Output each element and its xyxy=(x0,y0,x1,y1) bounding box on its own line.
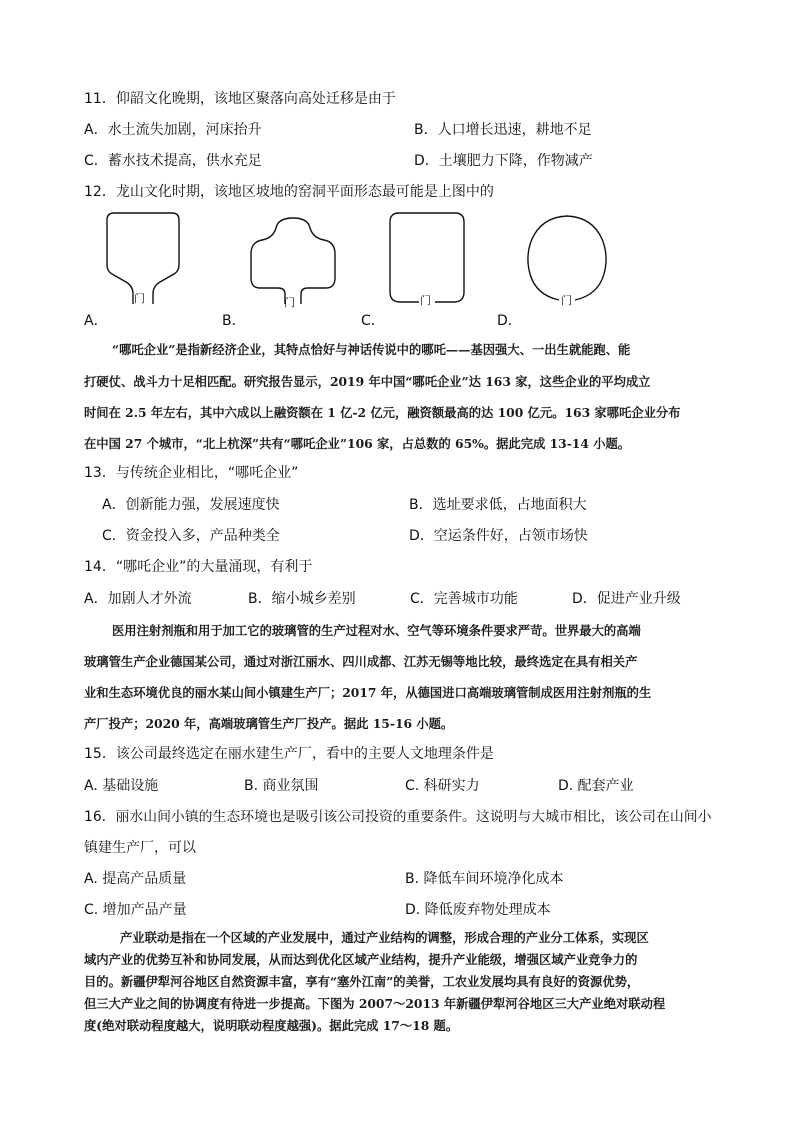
cave-shape-b xyxy=(248,214,338,308)
q15-option-a: A. 基础设施 xyxy=(84,778,159,794)
passage1-line-2: 打硬仗、战斗力十足相匹配。研究报告显示，2019 年中国“哪吒企业”达 163 家，这些企业的平均成立 xyxy=(84,374,651,389)
q15-stem: 15．该公司最终选定在丽水建生产厂，看中的主要人文地理条件是 xyxy=(84,746,494,762)
q14-stem: 14．“哪吒企业”的大量涌现，有利于 xyxy=(84,559,313,575)
passage3-line-3: 目的。新疆伊犁河谷地区自然资源丰富，享有“塞外江南”的美誉，工农业发展均具有良好的资源优势， xyxy=(84,974,640,989)
door-label-a: 门 xyxy=(134,292,145,305)
q15-option-c: C. 科研实力 xyxy=(405,778,480,794)
q13-option-c: C．资金投入多，产品种类全 xyxy=(102,528,280,544)
q14-option-a: A．加剧人才外流 xyxy=(84,591,192,607)
passage3-line-1: 产业联动是指在一个区域的产业发展中，通过产业结构的调整，形成合理的产业分工体系，实现区 xyxy=(120,930,649,945)
q11-stem: 11．仰韶文化晚期，该地区聚落向高处迁移是由于 xyxy=(84,91,396,107)
q12-label-d: D． xyxy=(497,313,522,329)
passage1-line-3: 时间在 2.5 年左右，其中六成以上融资额在 1 亿-2 亿元，融资额最高的达 100 亿元。163 家哪吒企业分布 xyxy=(84,405,681,420)
door-label-c: 门 xyxy=(420,294,431,307)
q12-stem: 12．龙山文化时期，该地区坡地的窑洞平面形态最可能是上图中的 xyxy=(84,184,494,200)
passage3-line-4: 但三大产业之间的协调度有待进一步提高。下图为 2007～2013 年新疆伊犁河谷地区三大产业绝对联动程 xyxy=(84,996,666,1011)
q11-option-c: C．蓄水技术提高，供水充足 xyxy=(84,153,262,169)
q13-option-d: D．空运条件好，占领市场快 xyxy=(409,528,588,544)
q12-label-a: A． xyxy=(84,313,108,329)
passage2-line-4: 产厂投产；2020 年，高端玻璃管生产厂投产。据此 15-16 小题。 xyxy=(84,716,454,731)
q13-option-a: A．创新能力强，发展速度快 xyxy=(102,497,280,513)
q14-option-c: C．完善城市功能 xyxy=(410,591,518,607)
q16-stem-line-2: 镇建生产厂，可以 xyxy=(84,840,196,856)
passage2-line-3: 业和生态环境优良的丽水某山间小镇建生产厂；2017 年，从德国进口高端玻璃管制成医用注射剂瓶的生 xyxy=(84,685,652,700)
passage1-line-4: 在中国 27 个城市，“北上杭深”共有“哪吒企业”106 家，占总数的 65%。据此完成 13-14 小题。 xyxy=(84,436,631,451)
q14-option-b: B．缩小城乡差别 xyxy=(248,591,356,607)
q16-option-b: B. 降低车间环境净化成本 xyxy=(405,871,564,887)
q11-option-b: B．人口增长迅速，耕地不足 xyxy=(414,122,592,138)
door-label-d: 门 xyxy=(561,294,572,307)
passage2-line-2: 玻璃管生产企业德国某公司，通过对浙江丽水、四川成都、江苏无锡等地比较，最终选定在具有相关产 xyxy=(84,654,638,669)
q12-label-b: B． xyxy=(222,313,246,329)
q16-option-a: A. 提高产品质量 xyxy=(84,871,187,887)
q16-stem-line-1: 16．丽水山间小镇的生态环境也是吸引该公司投资的重要条件。这说明与大城市相比，该公司在山间小 xyxy=(84,809,712,825)
q11-option-a: A．水土流失加剧，河床抬升 xyxy=(84,122,262,138)
q13-option-b: B．选址要求低，占地面积大 xyxy=(409,497,587,513)
passage3-line-5: 度(绝对联动程度越大，说明联动程度越强)。据此完成 17～18 题。 xyxy=(84,1018,459,1033)
q11-option-d: D．土壤肥力下降，作物减产 xyxy=(414,153,593,169)
q16-option-c: C. 增加产品产量 xyxy=(84,902,187,918)
door-label-b: 门 xyxy=(284,296,295,309)
cave-shape-c xyxy=(386,210,468,306)
q15-option-d: D. 配套产业 xyxy=(558,778,634,794)
passage1-line-1: “哪吒企业”是指新经济企业，其特点恰好与神话传说中的哪吒——基因强大、一出生就能跑、能 xyxy=(112,342,631,357)
q15-option-b: B. 商业氛围 xyxy=(244,778,319,794)
passage3-line-2: 域内产业的优势互补和协同发展，从而达到优化区域产业结构，提升产业能级，增强区域产业竞争力的 xyxy=(84,952,638,967)
q14-option-d: D．促进产业升级 xyxy=(572,591,681,607)
q16-option-d: D. 降低废弃物处理成本 xyxy=(405,902,551,918)
cave-shape-d xyxy=(524,212,610,304)
passage2-line-1: 医用注射剂瓶和用于加工它的玻璃管的生产过程对水、空气等环境条件要求严苛。世界最大的高端 xyxy=(112,623,641,638)
q13-stem: 13．与传统企业相比，“哪吒企业” xyxy=(84,465,299,481)
q12-label-c: C． xyxy=(361,313,385,329)
